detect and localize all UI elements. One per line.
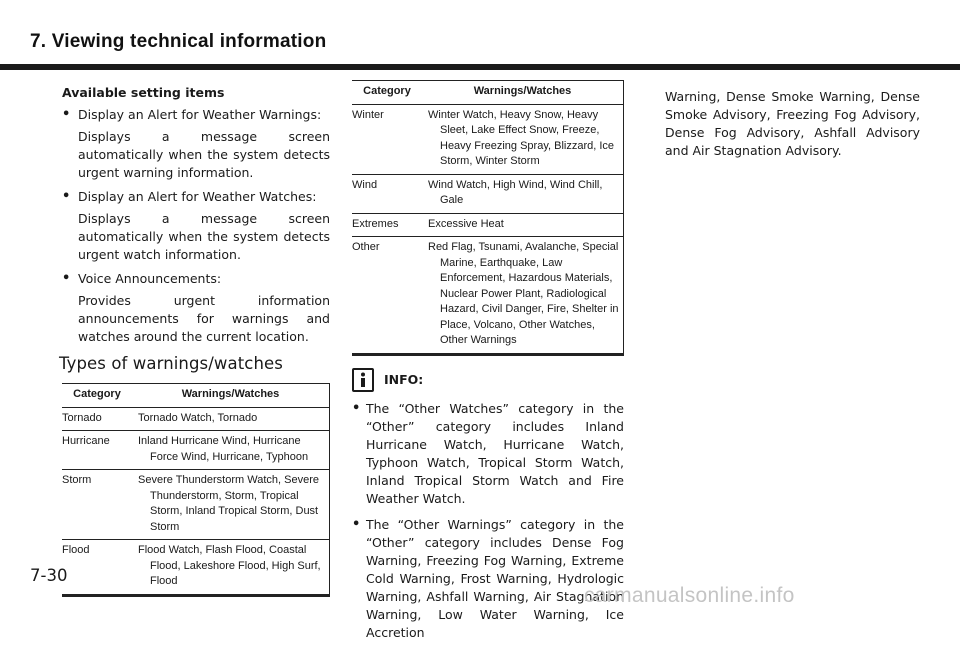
bullet-icon: • (352, 516, 361, 532)
table-row (62, 431, 330, 470)
setting-title: Display an Alert for Weather Watches: (78, 189, 317, 204)
setting-description: Displays a message screen automatically when the system detects urgent watch information. (78, 211, 330, 262)
warnings-table-2 (352, 80, 624, 356)
table-header-row (62, 384, 330, 408)
table-cell-category: Hurricane (62, 431, 132, 470)
info-heading (352, 368, 624, 392)
table-row (62, 540, 330, 596)
table-cell-category: Storm (62, 470, 132, 540)
setting-item (62, 106, 330, 182)
note-continuation: Warning, Dense Smoke Warning, Dense Smoke Advisory, Freezing Fog Advisory, Dense Fog Advisory, Ashfall Advisory and Air Stagnation Advisory. (665, 89, 920, 158)
table-header-warnings: Warnings/Watches (422, 81, 624, 105)
table-row (352, 174, 624, 213)
note-item (352, 516, 624, 642)
table-cell-items: Winter Watch, Heavy Snow, Heavy Sleet, Lake Effect Snow, Freeze, Heavy Freezing Spray, Blizzard, Ice Storm, Winter Storm (422, 104, 624, 174)
setting-item (62, 270, 330, 346)
bullet-icon: • (62, 107, 71, 122)
settings-heading: Available setting items (62, 85, 225, 100)
bullet-icon: • (62, 271, 71, 286)
table-cell-category: Winter (352, 104, 422, 174)
table-cell-items: Excessive Heat (422, 213, 624, 237)
page-number: 7-30 (30, 566, 68, 585)
table-cell-items: Red Flag, Tsunami, Avalanche, Special Marine, Earthquake, Law Enforcement, Hazardous Materials, Nuclear Power Plant, Radiological Hazard, Civil Danger, Fire, Shelter in Place, Volcano, Other Watches, Other Warnings (428, 241, 619, 346)
info-label: INFO: (384, 372, 424, 387)
table-row (352, 237, 624, 355)
table-cell-category: Wind (352, 174, 422, 213)
setting-description: Provides urgent information announcements for warnings and watches around the current location. (78, 293, 330, 344)
table-header-warnings: Warnings/Watches (132, 384, 330, 408)
table-cell-category: Extremes (352, 213, 422, 237)
table-row (352, 104, 624, 174)
table-cell-items: Wind Watch, High Wind, Wind Chill, Gale (422, 174, 624, 213)
page-header-title: 7. Viewing technical information (30, 31, 327, 52)
column-middle (352, 80, 624, 650)
table-cell-category: Tornado (62, 407, 132, 431)
watermark: carmanualsonline.info (584, 584, 795, 607)
table-cell-category: Other (352, 241, 380, 253)
table-cell-category: Flood (62, 544, 90, 556)
table-header-row (352, 81, 624, 105)
table-row (62, 470, 330, 540)
note-item (352, 400, 624, 508)
warnings-table-1 (62, 383, 330, 597)
setting-item (62, 188, 330, 264)
table-cell-items: Severe Thunderstorm Watch, Severe Thunderstorm, Storm, Tropical Storm, Inland Tropical Storm, Dust Storm (132, 470, 330, 540)
note-text: The “Other Watches” category in the “Other” category includes Inland Hurricane Watch, Hurricane Watch, Typhoon Watch, Tropical Storm Watch, Inland Tropical Storm Watch and Fire Weather Watch. (366, 400, 624, 506)
column-left (59, 84, 330, 597)
table-row (352, 213, 624, 237)
table-header-category: Category (352, 81, 422, 105)
table-row (62, 407, 330, 431)
setting-title: Display an Alert for Weather Warnings: (78, 107, 322, 122)
table-header-category: Category (62, 384, 132, 408)
setting-title: Voice Announcements: (78, 271, 222, 286)
note-text: The “Other Warnings” category in the “Other” category includes Dense Fog Warning, Freezing Fog Warning, Extreme Cold Warning, Frost Warning, Hydrologic Warning, Ashfall Warning, Air Stagnation Warning, Low Water Warning, Ice Accretion (366, 516, 624, 640)
header-rule (0, 64, 960, 70)
table-cell-items: Tornado Watch, Tornado (132, 407, 330, 431)
table-cell-items: Flood Watch, Flash Flood, Coastal Flood, Lakeshore Flood, High Surf, Flood (138, 544, 321, 587)
column-right (665, 88, 920, 160)
setting-description: Displays a message screen automatically when the system detects urgent warning information. (78, 129, 330, 180)
info-icon (352, 368, 374, 392)
bullet-icon: • (352, 400, 361, 416)
table-cell-items: Inland Hurricane Wind, Hurricane Force Wind, Hurricane, Typhoon (132, 431, 330, 470)
bullet-icon: • (62, 189, 71, 204)
section-title: Types of warnings/watches (59, 354, 283, 373)
